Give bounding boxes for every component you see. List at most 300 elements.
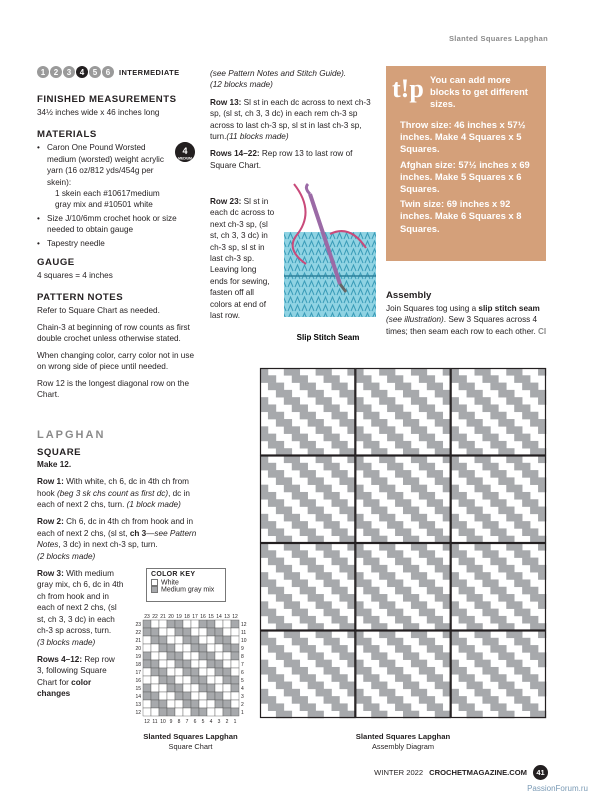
assembly-cell — [308, 682, 316, 690]
assembly-cell — [435, 441, 443, 449]
assembly-cell — [482, 397, 490, 405]
assembly-cell — [522, 528, 530, 536]
chart-row-number-left: 18 — [135, 662, 141, 668]
assembly-cell — [355, 463, 363, 471]
assembly-cell — [498, 419, 506, 427]
chart-cell — [215, 692, 223, 700]
assembly-cell — [522, 434, 530, 442]
assembly-cell — [300, 558, 308, 566]
assembly-cell — [300, 441, 308, 449]
chart-cell — [223, 628, 231, 636]
assembly-cell — [419, 492, 427, 500]
assembly-cell — [514, 521, 522, 529]
chart-cell — [151, 652, 159, 660]
assembly-cell — [316, 397, 324, 405]
assembly-cell — [435, 470, 443, 478]
chart-cell — [167, 660, 175, 668]
assembly-cell — [276, 470, 284, 478]
chart-cell — [191, 652, 199, 660]
assembly-cell — [387, 404, 395, 412]
assembly-cell — [363, 470, 371, 478]
assembly-cell — [435, 703, 443, 711]
assembly-cell — [482, 521, 490, 529]
chart-cell — [151, 708, 159, 716]
assembly-cell — [276, 528, 284, 536]
assembly-cell — [427, 550, 435, 558]
assembly-cell — [332, 616, 340, 624]
assembly-cell — [268, 499, 276, 507]
assembly-cell — [411, 601, 419, 609]
assembly-cell — [498, 441, 506, 449]
chart-cell — [167, 668, 175, 676]
chart-cell — [199, 684, 207, 692]
assembly-cell — [435, 616, 443, 624]
chart-cell — [167, 644, 175, 652]
assembly-cell — [435, 528, 443, 536]
assembly-cell — [475, 601, 483, 609]
assembly-cell — [292, 514, 300, 522]
assembly-cell — [411, 689, 419, 697]
chart-cell — [183, 708, 191, 716]
assembly-cell — [427, 609, 435, 617]
assembly-cell — [435, 419, 443, 427]
assembly-cell — [451, 463, 459, 471]
assembly-text: Join Squares tog using a slip stitch seam (see illustration). Sew 3 Squares across 4 times; then seam each row to each other. CI — [386, 304, 547, 336]
chart-col-number-top: 13 — [224, 614, 230, 620]
assembly-cell — [292, 492, 300, 500]
assembly-cell — [276, 477, 284, 485]
assembly-cell — [419, 667, 427, 675]
chart-cell — [223, 676, 231, 684]
assembly-cell — [276, 507, 284, 515]
assembly-cell — [355, 397, 363, 405]
assembly-cell — [427, 587, 435, 595]
row-13-instructions: Row 13: Sl st in each dc across to next ch-3 sp, (sl st, ch 3, 3 dc) in each rem ch-3 sp across to last ch-3 sp, sl st in last ch-3 sp, turn.(11 blocks made) — [210, 97, 371, 142]
assembly-cell — [355, 368, 363, 376]
chart-cell — [199, 676, 207, 684]
gauge-heading: GAUGE — [37, 257, 75, 269]
assembly-cell — [292, 609, 300, 617]
assembly-cell — [506, 594, 514, 602]
assembly-cell — [506, 514, 514, 522]
chart-cell — [223, 636, 231, 644]
assembly-cell — [355, 426, 363, 434]
assembly-cell — [475, 652, 483, 660]
assembly-cell — [435, 412, 443, 420]
assembly-cell — [316, 368, 324, 376]
assembly-cell — [459, 645, 467, 653]
assembly-cell — [475, 456, 483, 464]
chart-cell — [183, 636, 191, 644]
assembly-cell — [339, 652, 347, 660]
assembly-cell — [284, 689, 292, 697]
assembly-cell — [506, 426, 514, 434]
assembly-cell — [411, 477, 419, 485]
chart-col-number-top: 12 — [232, 614, 238, 620]
assembly-cell — [514, 434, 522, 442]
chart-cell — [215, 660, 223, 668]
square-chart-title: Slanted Squares Lapghan — [143, 732, 238, 741]
assembly-cell — [260, 609, 268, 617]
assembly-cell — [411, 397, 419, 405]
assembly-cell — [387, 521, 395, 529]
assembly-cell — [316, 419, 324, 427]
assembly-cell — [276, 499, 284, 507]
assembly-cell — [451, 404, 459, 412]
chart-cell — [215, 708, 223, 716]
chart-row-number-left: 23 — [135, 622, 141, 628]
chart-cell — [151, 700, 159, 708]
assembly-cell — [490, 667, 498, 675]
chart-col-number-top: 22 — [152, 614, 158, 620]
assembly-cell — [316, 594, 324, 602]
tip-size-item: Twin size: 69 inches x 92 inches. Make 6 Squares x 8 Squares. — [400, 198, 522, 234]
chart-cell — [191, 628, 199, 636]
assembly-cell — [427, 674, 435, 682]
assembly-cell — [427, 463, 435, 471]
chart-cell — [183, 660, 191, 668]
chart-col-number-bottom: 8 — [177, 719, 181, 725]
chart-row-number-right: 4 — [241, 686, 244, 692]
assembly-cell — [395, 696, 403, 704]
assembly-cell — [419, 696, 427, 704]
assembly-cell — [514, 368, 522, 376]
assembly-cell — [260, 434, 268, 442]
footer-site: CROCHETMAGAZINE.COM — [429, 768, 527, 777]
assembly-cell — [427, 703, 435, 711]
tip-size-item: Throw size: 46 inches x 57½ inches. Make 4 Squares x 5 Squares. — [400, 119, 526, 155]
assembly-cell — [339, 558, 347, 566]
chart-row-number-right: 10 — [241, 638, 247, 644]
assembly-cell — [339, 499, 347, 507]
assembly-cell — [490, 674, 498, 682]
assembly-cell — [522, 609, 530, 617]
assembly-cell — [316, 485, 324, 493]
assembly-cell — [260, 456, 268, 464]
assembly-cell — [292, 667, 300, 675]
assembly-cell — [498, 528, 506, 536]
assembly-cell — [435, 674, 443, 682]
assembly-cell — [475, 390, 483, 398]
chart-cell — [199, 668, 207, 676]
rows-4-12-instructions: Rows 4–12: Rep row 3, following Square Chart for color changes — [37, 654, 115, 699]
assembly-cell — [427, 638, 435, 646]
assembly-cell — [427, 412, 435, 420]
chart-row-number-left: 14 — [135, 694, 141, 700]
assembly-cell — [459, 609, 467, 617]
chart-row-number-left: 17 — [135, 670, 141, 676]
assembly-cell — [395, 492, 403, 500]
assembly-cell — [276, 682, 284, 690]
assembly-cell — [260, 631, 268, 639]
assembly-cell — [459, 434, 467, 442]
assembly-cell — [316, 507, 324, 515]
assembly-cell — [514, 485, 522, 493]
assembly-cell — [332, 375, 340, 383]
chart-cell — [199, 660, 207, 668]
running-header: Slanted Squares Lapghan — [448, 34, 548, 43]
assembly-cell — [308, 616, 316, 624]
chart-cell — [143, 700, 151, 708]
assembly-cell — [355, 550, 363, 558]
chart-cell — [151, 676, 159, 684]
note-para: Row 12 is the longest diagonal row on the Chart. — [37, 378, 190, 399]
chart-cell — [159, 644, 167, 652]
chart-cell — [183, 652, 191, 660]
assembly-cell — [292, 660, 300, 668]
assembly-cell — [395, 470, 403, 478]
assembly-cell — [514, 638, 522, 646]
assembly-cell — [459, 412, 467, 420]
assembly-cell — [451, 689, 459, 697]
assembly-cell — [419, 550, 427, 558]
assembly-cell — [530, 470, 538, 478]
chart-cell — [215, 644, 223, 652]
assembly-cell — [490, 499, 498, 507]
assembly-cell — [482, 572, 490, 580]
assembly-cell — [530, 703, 538, 711]
chart-cell — [151, 684, 159, 692]
assembly-cell — [292, 689, 300, 697]
skill-label: INTERMEDIATE — [119, 67, 180, 77]
assembly-cell — [498, 390, 506, 398]
row-23-instructions: Row 23: Sl st in each dc across to next ch-3 sp, (sl st, ch 3, 3 dc) in ch-3 sp, sl st in last ch-3 sp. Leaving long ends for sewing, fasten off all colors at end of last row. — [210, 197, 275, 321]
assembly-cell — [522, 492, 530, 500]
assembly-cell — [292, 631, 300, 639]
assembly-cell — [379, 426, 387, 434]
assembly-cell — [490, 375, 498, 383]
assembly-cell — [387, 601, 395, 609]
assembly-cell — [490, 703, 498, 711]
assembly-cell — [332, 674, 340, 682]
assembly-cell — [371, 594, 379, 602]
assembly-cell — [411, 485, 419, 493]
chart-cell — [215, 668, 223, 676]
square-chart — [128, 612, 254, 752]
chart-cell — [151, 620, 159, 628]
assembly-cell — [363, 383, 371, 391]
assembly-cell — [371, 565, 379, 573]
assembly-cell — [467, 645, 475, 653]
assembly-cell — [339, 419, 347, 427]
assembly-cell — [387, 689, 395, 697]
assembly-cell — [506, 368, 514, 376]
assembly-cell — [260, 543, 268, 551]
assembly-cell — [498, 507, 506, 515]
assembly-cell — [530, 390, 538, 398]
assembly-cell — [316, 477, 324, 485]
assembly-cell — [379, 594, 387, 602]
assembly-diagram-subtitle: Assembly Diagram — [371, 742, 435, 751]
assembly-cell — [300, 703, 308, 711]
assembly-cell — [530, 674, 538, 682]
chart-cell — [167, 636, 175, 644]
yarn-detail: 1 skein each #10617medium gray mix and #10501 white — [55, 189, 160, 210]
assembly-cell — [324, 572, 332, 580]
chart-cell — [167, 620, 175, 628]
assembly-cell — [292, 426, 300, 434]
chart-cell — [143, 644, 151, 652]
assembly-cell — [332, 696, 340, 704]
skill-dot-5: 5 — [89, 66, 101, 78]
assembly-cell — [403, 645, 411, 653]
assembly-cell — [482, 492, 490, 500]
chart-row-number-right: 11 — [241, 630, 247, 636]
row-2-instructions: Row 2: Ch 6, dc in 4th ch from hook and in each of next 2 chs, (sl st, ch 3—see Pattern Notes, 3 dc) in next ch-3 sp, turn. (2 blocks made) — [37, 517, 197, 561]
assembly-cell — [371, 477, 379, 485]
assembly-cell — [475, 594, 483, 602]
assembly-cell — [355, 601, 363, 609]
assembly-cell — [475, 477, 483, 485]
assembly-cell — [276, 674, 284, 682]
assembly-cell — [419, 375, 427, 383]
assembly-cell — [395, 609, 403, 617]
assembly-cell — [292, 368, 300, 376]
chart-cell — [143, 708, 151, 716]
assembly-cell — [363, 434, 371, 442]
chart-cell — [223, 652, 231, 660]
assembly-cell — [387, 609, 395, 617]
assembly-cell — [451, 397, 459, 405]
assembly-cell — [403, 616, 411, 624]
assembly-cell — [363, 528, 371, 536]
assembly-cell — [308, 441, 316, 449]
assembly-cell — [387, 631, 395, 639]
assembly-cell — [339, 507, 347, 515]
assembly-cell — [276, 412, 284, 420]
assembly-cell — [387, 514, 395, 522]
chart-col-number-bottom: 2 — [225, 719, 229, 725]
assembly-cell — [514, 463, 522, 471]
assembly-cell — [379, 660, 387, 668]
assembly-cell — [387, 543, 395, 551]
assembly-cell — [260, 601, 268, 609]
assembly-cell — [387, 426, 395, 434]
assembly-cell — [419, 456, 427, 464]
chart-cell — [207, 684, 215, 692]
assembly-cell — [522, 616, 530, 624]
assembly-cell — [498, 682, 506, 690]
assembly-cell — [276, 645, 284, 653]
assembly-cell — [522, 404, 530, 412]
assembly-cell — [403, 507, 411, 515]
assembly-cell — [268, 434, 276, 442]
assembly-cell — [268, 470, 276, 478]
assembly-cell — [339, 383, 347, 391]
assembly-cell — [371, 682, 379, 690]
assembly-cell — [451, 521, 459, 529]
chart-cell — [199, 652, 207, 660]
assembly-cell — [276, 441, 284, 449]
note-para: When changing color, carry color not in use on wrong side of piece until needed. — [37, 350, 195, 372]
assembly-cell — [355, 404, 363, 412]
chart-cell — [231, 660, 239, 668]
assembly-cell — [387, 638, 395, 646]
assembly-cell — [498, 383, 506, 391]
assembly-cell — [379, 368, 387, 376]
assembly-cell — [260, 514, 268, 522]
assembly-cell — [475, 485, 483, 493]
assembly-cell — [268, 703, 276, 711]
chart-cell — [167, 700, 175, 708]
assembly-cell — [395, 674, 403, 682]
assembly-cell — [284, 477, 292, 485]
chart-cell — [191, 644, 199, 652]
assembly-cell — [427, 696, 435, 704]
assembly-cell — [292, 456, 300, 464]
assembly-cell — [506, 565, 514, 573]
assembly-cell — [332, 383, 340, 391]
assembly-cell — [284, 682, 292, 690]
assembly-cell — [308, 652, 316, 660]
assembly-cell — [379, 397, 387, 405]
assembly-cell — [316, 390, 324, 398]
assembly-cell — [276, 383, 284, 391]
assembly-cell — [332, 667, 340, 675]
chart-cell — [199, 636, 207, 644]
chart-cell — [199, 692, 207, 700]
assembly-cell — [475, 543, 483, 551]
assembly-cell — [324, 601, 332, 609]
assembly-cell — [363, 441, 371, 449]
assembly-cell — [355, 514, 363, 522]
assembly-cell — [467, 652, 475, 660]
assembly-cell — [427, 667, 435, 675]
assembly-cell — [268, 521, 276, 529]
assembly-cell — [490, 550, 498, 558]
chart-cell — [215, 636, 223, 644]
assembly-cell — [411, 456, 419, 464]
center-column — [210, 68, 380, 177]
assembly-cell — [506, 456, 514, 464]
assembly-cell — [530, 587, 538, 595]
assembly-cell — [339, 477, 347, 485]
assembly-cell — [379, 419, 387, 427]
assembly-cell — [490, 638, 498, 646]
assembly-cell — [490, 470, 498, 478]
chart-cell — [175, 700, 183, 708]
assembly-cell — [260, 375, 268, 383]
assembly-cell — [387, 550, 395, 558]
assembly-diagram-title: Slanted Squares Lapghan — [355, 732, 451, 741]
chart-cell — [231, 700, 239, 708]
color-key-gray: Medium gray mix — [151, 586, 221, 593]
assembly-cell — [467, 499, 475, 507]
assembly-cell — [522, 579, 530, 587]
assembly-cell — [475, 660, 483, 668]
assembly-cell — [459, 404, 467, 412]
chart-row-number-right: 12 — [241, 622, 247, 628]
assembly-cell — [268, 609, 276, 617]
assembly-cell — [324, 368, 332, 376]
assembly-cell — [403, 558, 411, 566]
chart-cell — [223, 620, 231, 628]
chart-col-number-top: 15 — [208, 614, 214, 620]
assembly-cell — [467, 470, 475, 478]
chart-col-number-bottom: 12 — [144, 719, 150, 725]
assembly-cell — [411, 368, 419, 376]
assembly-cell — [292, 521, 300, 529]
chart-cell — [143, 676, 151, 684]
chart-cell — [183, 684, 191, 692]
assembly-cell — [355, 521, 363, 529]
skill-dot-3: 3 — [63, 66, 75, 78]
chart-cell — [143, 692, 151, 700]
assembly-cell — [490, 441, 498, 449]
assembly-cell — [506, 507, 514, 515]
chart-cell — [151, 668, 159, 676]
chart-col-number-bottom: 6 — [193, 719, 197, 725]
